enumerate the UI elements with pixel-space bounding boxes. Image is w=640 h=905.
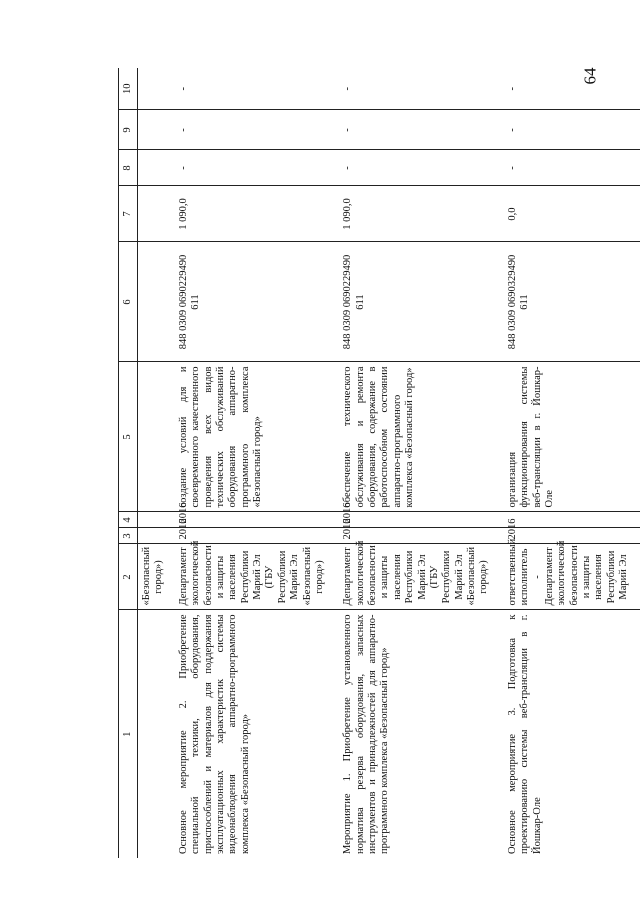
kbk-cell: 848 0309 0690329490 611 xyxy=(501,242,640,362)
start-cell: 2016 xyxy=(172,528,337,544)
header-cell: 7 xyxy=(119,186,138,242)
rotated-table-container xyxy=(118,68,630,858)
header-cell: 5 xyxy=(119,362,138,512)
amount-cell: 1 090,0 xyxy=(336,186,501,242)
header-cell: 9 xyxy=(119,110,138,150)
col8-cell: - xyxy=(336,150,501,186)
col10-cell: - xyxy=(336,68,501,110)
event-cell: Основное мероприятие 3. Подготовка к проектированию системы веб-трансляции в г. Йошкар-Оле xyxy=(506,614,543,854)
continuation-text: «Безопасный город») xyxy=(138,544,172,610)
header-cell: 6 xyxy=(119,242,138,362)
col9-cell: - xyxy=(501,110,640,150)
start-cell: 2016 xyxy=(336,528,501,544)
header-cell: 4 xyxy=(119,512,138,528)
header-row xyxy=(119,68,138,858)
start-cell: 2016 xyxy=(501,528,640,544)
header-cell: 10 xyxy=(119,68,138,110)
table-row xyxy=(172,68,337,858)
page-number: 64 xyxy=(580,67,600,85)
kbk-cell: 848 0309 0690229490 611 xyxy=(336,242,501,362)
program-table xyxy=(118,68,640,858)
end-cell: 2016 xyxy=(172,512,337,528)
result-cell: организация функционирования системы веб-трансляции в г. Йошкар-Оле xyxy=(501,362,640,512)
header-cell: 3 xyxy=(119,528,138,544)
col9-cell: - xyxy=(172,110,337,150)
header-cell: 8 xyxy=(119,150,138,186)
amount-cell: 1 090,0 xyxy=(172,186,337,242)
executor-cell: Департамент экологической безопасности и защиты населения Республики Марий Эл (ГБУ Республики Марий Эл «Безопасный город») xyxy=(172,544,337,610)
col9-cell: - xyxy=(336,110,501,150)
amount-cell: 0,0 xyxy=(501,186,640,242)
result-cell: обеспечение технического обслуживания и ремонта оборудования, содержание в работоспособном состоянии аппаратно-программного комплекса «Безопасный город» xyxy=(336,362,501,512)
executor-cell: Департамент экологической безопасности и защиты населения Республики Марий Эл (ГБУ Республики Марий Эл «Безопасный город») xyxy=(336,544,501,610)
event-cell: Мероприятие 1. Приобретение установленного норматива резерва оборудования, запасных инструментов и принадлежностей для аппаратно-программного комплекса «Безопасный город» xyxy=(342,614,391,854)
table-row xyxy=(501,68,640,858)
col8-cell: - xyxy=(172,150,337,186)
col10-cell: - xyxy=(172,68,337,110)
col10-cell: - xyxy=(501,68,640,110)
event-cell: Основное мероприятие 2. Приобретение специальной техники, оборудования, приспособлений и материалов для поддержания эксплуатационных характеристик системы видеонаблюдения аппаратно-программного комплекса «Безопасный город» xyxy=(177,614,251,854)
end-cell: 2016 xyxy=(336,512,501,528)
header-cell: 2 xyxy=(119,544,138,610)
col8-cell: - xyxy=(501,150,640,186)
continuation-row xyxy=(138,68,172,858)
executor-cell: ответственный исполнитель - Департамент экологической безопасности и защиты населения Республики Марий Эл xyxy=(501,544,640,610)
kbk-cell: 848 0309 0690229490 611 xyxy=(172,242,337,362)
end-cell xyxy=(501,512,640,528)
table-row xyxy=(336,68,501,858)
header-cell: 1 xyxy=(119,610,138,858)
result-cell: создание условий для и своевременного качественного проведения всех видов технических обслуживаний оборудования аппаратно-программного комплекса «Безопасный город» xyxy=(172,362,337,512)
